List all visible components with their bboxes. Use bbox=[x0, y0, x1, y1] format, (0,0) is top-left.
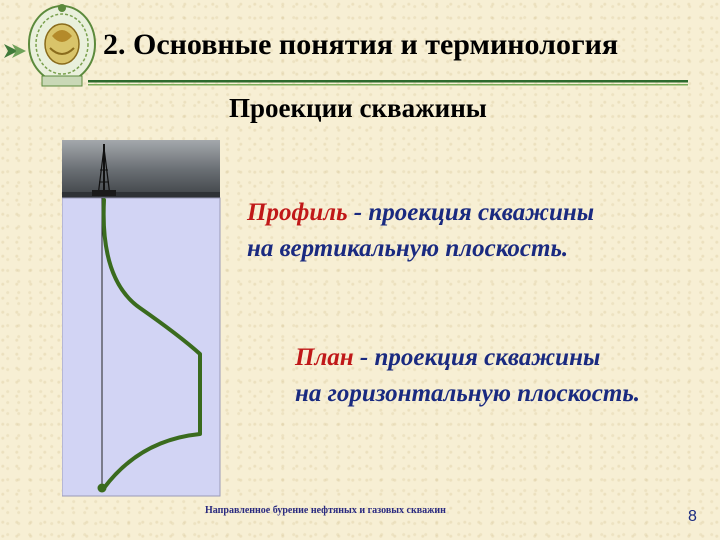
page-number: 8 bbox=[688, 508, 697, 525]
definition-plan-text: проекция скважины bbox=[374, 344, 601, 371]
definition-profile-line2: на вертикальную плоскость. bbox=[247, 235, 569, 262]
definition-profile bbox=[247, 195, 594, 267]
definition-plan-line2: на горизонтальную плоскость. bbox=[295, 380, 641, 407]
definition-plan bbox=[295, 340, 640, 412]
definition-plan-line1 bbox=[295, 340, 640, 376]
arrow-bullet-icon bbox=[2, 40, 28, 62]
slide-title: 2. Основные понятия и терминология bbox=[103, 28, 619, 61]
definition-profile-line1 bbox=[247, 195, 594, 231]
footer-course-name: Направленное бурение нефтяных и газовых скважин bbox=[205, 505, 446, 516]
university-emblem-icon bbox=[26, 2, 98, 92]
well-bottom-point bbox=[98, 484, 107, 493]
slide-subtitle: Проекции скважины bbox=[229, 93, 487, 123]
definition-separator: - bbox=[347, 199, 369, 226]
definition-profile-text: проекция скважины bbox=[368, 199, 595, 226]
title-underline bbox=[88, 80, 688, 86]
term-profile: Профиль bbox=[247, 199, 348, 226]
surface-photo bbox=[62, 140, 220, 198]
well-profile-diagram bbox=[62, 140, 222, 498]
term-plan: План bbox=[295, 344, 354, 371]
definition-separator: - bbox=[353, 344, 375, 371]
